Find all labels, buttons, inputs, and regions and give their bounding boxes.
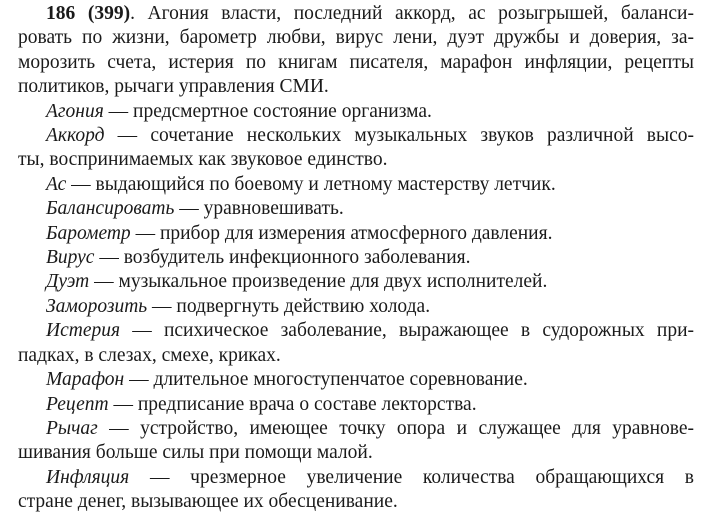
definition-text: — сочетание нескольких музыкальных звуков различной высо- [104, 125, 694, 147]
exercise-paragraph [18, 2, 694, 100]
definition-term: Инфляция [46, 466, 130, 488]
text-line: шивания больше силы при помощи малой. [18, 442, 373, 464]
text-line [18, 100, 694, 124]
definition-text: — длительное многоступенчатое соревнование. [124, 369, 528, 391]
text-line: политиков, рычаги управления СМИ. [18, 76, 329, 98]
text-line [18, 124, 694, 148]
definition-inflyatsiya [18, 466, 694, 515]
definition-akkord [18, 124, 694, 173]
text-line [18, 173, 694, 197]
text-line [18, 295, 694, 319]
definition-retsept [18, 393, 694, 417]
definition-term: Рычаг [46, 417, 98, 439]
text-line: морозить счета, истерия по книгам писателя, марафон инфляции, рецепты [18, 51, 694, 73]
text-line: ровать по жизни, барометр любви, вирус лени, дуэт дружбы и доверия, за- [18, 27, 694, 49]
text-line [18, 270, 694, 294]
definition-term: Истерия [46, 320, 121, 342]
exercise-page [18, 2, 694, 515]
definition-term: Барометр [46, 222, 131, 244]
definition-text: — выдающийся по боевому и летному мастерству летчик. [66, 173, 556, 195]
definition-text: — прибор для измерения атмосферного давления. [130, 222, 553, 244]
definition-term: Рецепт [46, 393, 109, 415]
definition-virus [18, 246, 694, 270]
definition-as [18, 173, 694, 197]
definition-text: — уравновешивать. [174, 198, 344, 220]
definition-zamorozit [18, 295, 694, 319]
definition-barometr [18, 222, 694, 246]
definition-duet [18, 270, 694, 294]
definition-text: — устройство, имеющее точку опора и служащее для уравнове- [97, 417, 694, 439]
definition-term: Вирус [46, 247, 95, 269]
text-line [18, 222, 694, 246]
definition-agonia [18, 100, 694, 124]
text-line [18, 246, 694, 270]
text-line [18, 368, 694, 392]
exercise-number: 186 (399) [46, 3, 131, 24]
definition-term: Ас [46, 173, 67, 195]
definition-text: — предписание врача о составе лекторства. [108, 393, 477, 415]
definition-term: Агония [46, 100, 104, 122]
definition-text: — чрезмерное увеличение количества обращающихся в [129, 466, 694, 488]
definition-isteriya [18, 319, 694, 368]
text-line: падках, в слезах, смехе, криках. [18, 344, 281, 366]
text-line [18, 393, 694, 417]
definition-text: — предсмертное состояние организма. [103, 100, 432, 122]
definition-term: Дуэт [46, 271, 90, 293]
definition-text: — музыкальное произведение для двух исполнителей. [89, 271, 548, 293]
definition-marafon [18, 368, 694, 392]
text-line [18, 417, 694, 441]
text-line [18, 2, 694, 26]
text-line [18, 466, 694, 490]
definition-balansirovat [18, 197, 694, 221]
text-line [18, 319, 694, 343]
definition-term: Аккорд [46, 125, 105, 147]
text-line: ты, воспринимаемых как звуковое единство. [18, 149, 388, 171]
definition-term: Заморозить [46, 295, 148, 317]
definition-term: Марафон [46, 369, 125, 391]
definition-text: — возбудитель инфекционного заболевания. [94, 247, 471, 269]
text-line [18, 197, 694, 221]
definition-text: — подвергнуть действию холода. [147, 295, 431, 317]
definition-rychag [18, 417, 694, 466]
definition-term: Балансировать [46, 198, 175, 220]
text-line: стране денег, вызывающее их обесценивание. [18, 491, 398, 513]
exercise-text: . Агония власти, последний аккорд, ас розыгрышей, баланси- [130, 3, 694, 24]
definition-text: — психическое заболевание, выражающее в судорожных при- [120, 320, 694, 342]
